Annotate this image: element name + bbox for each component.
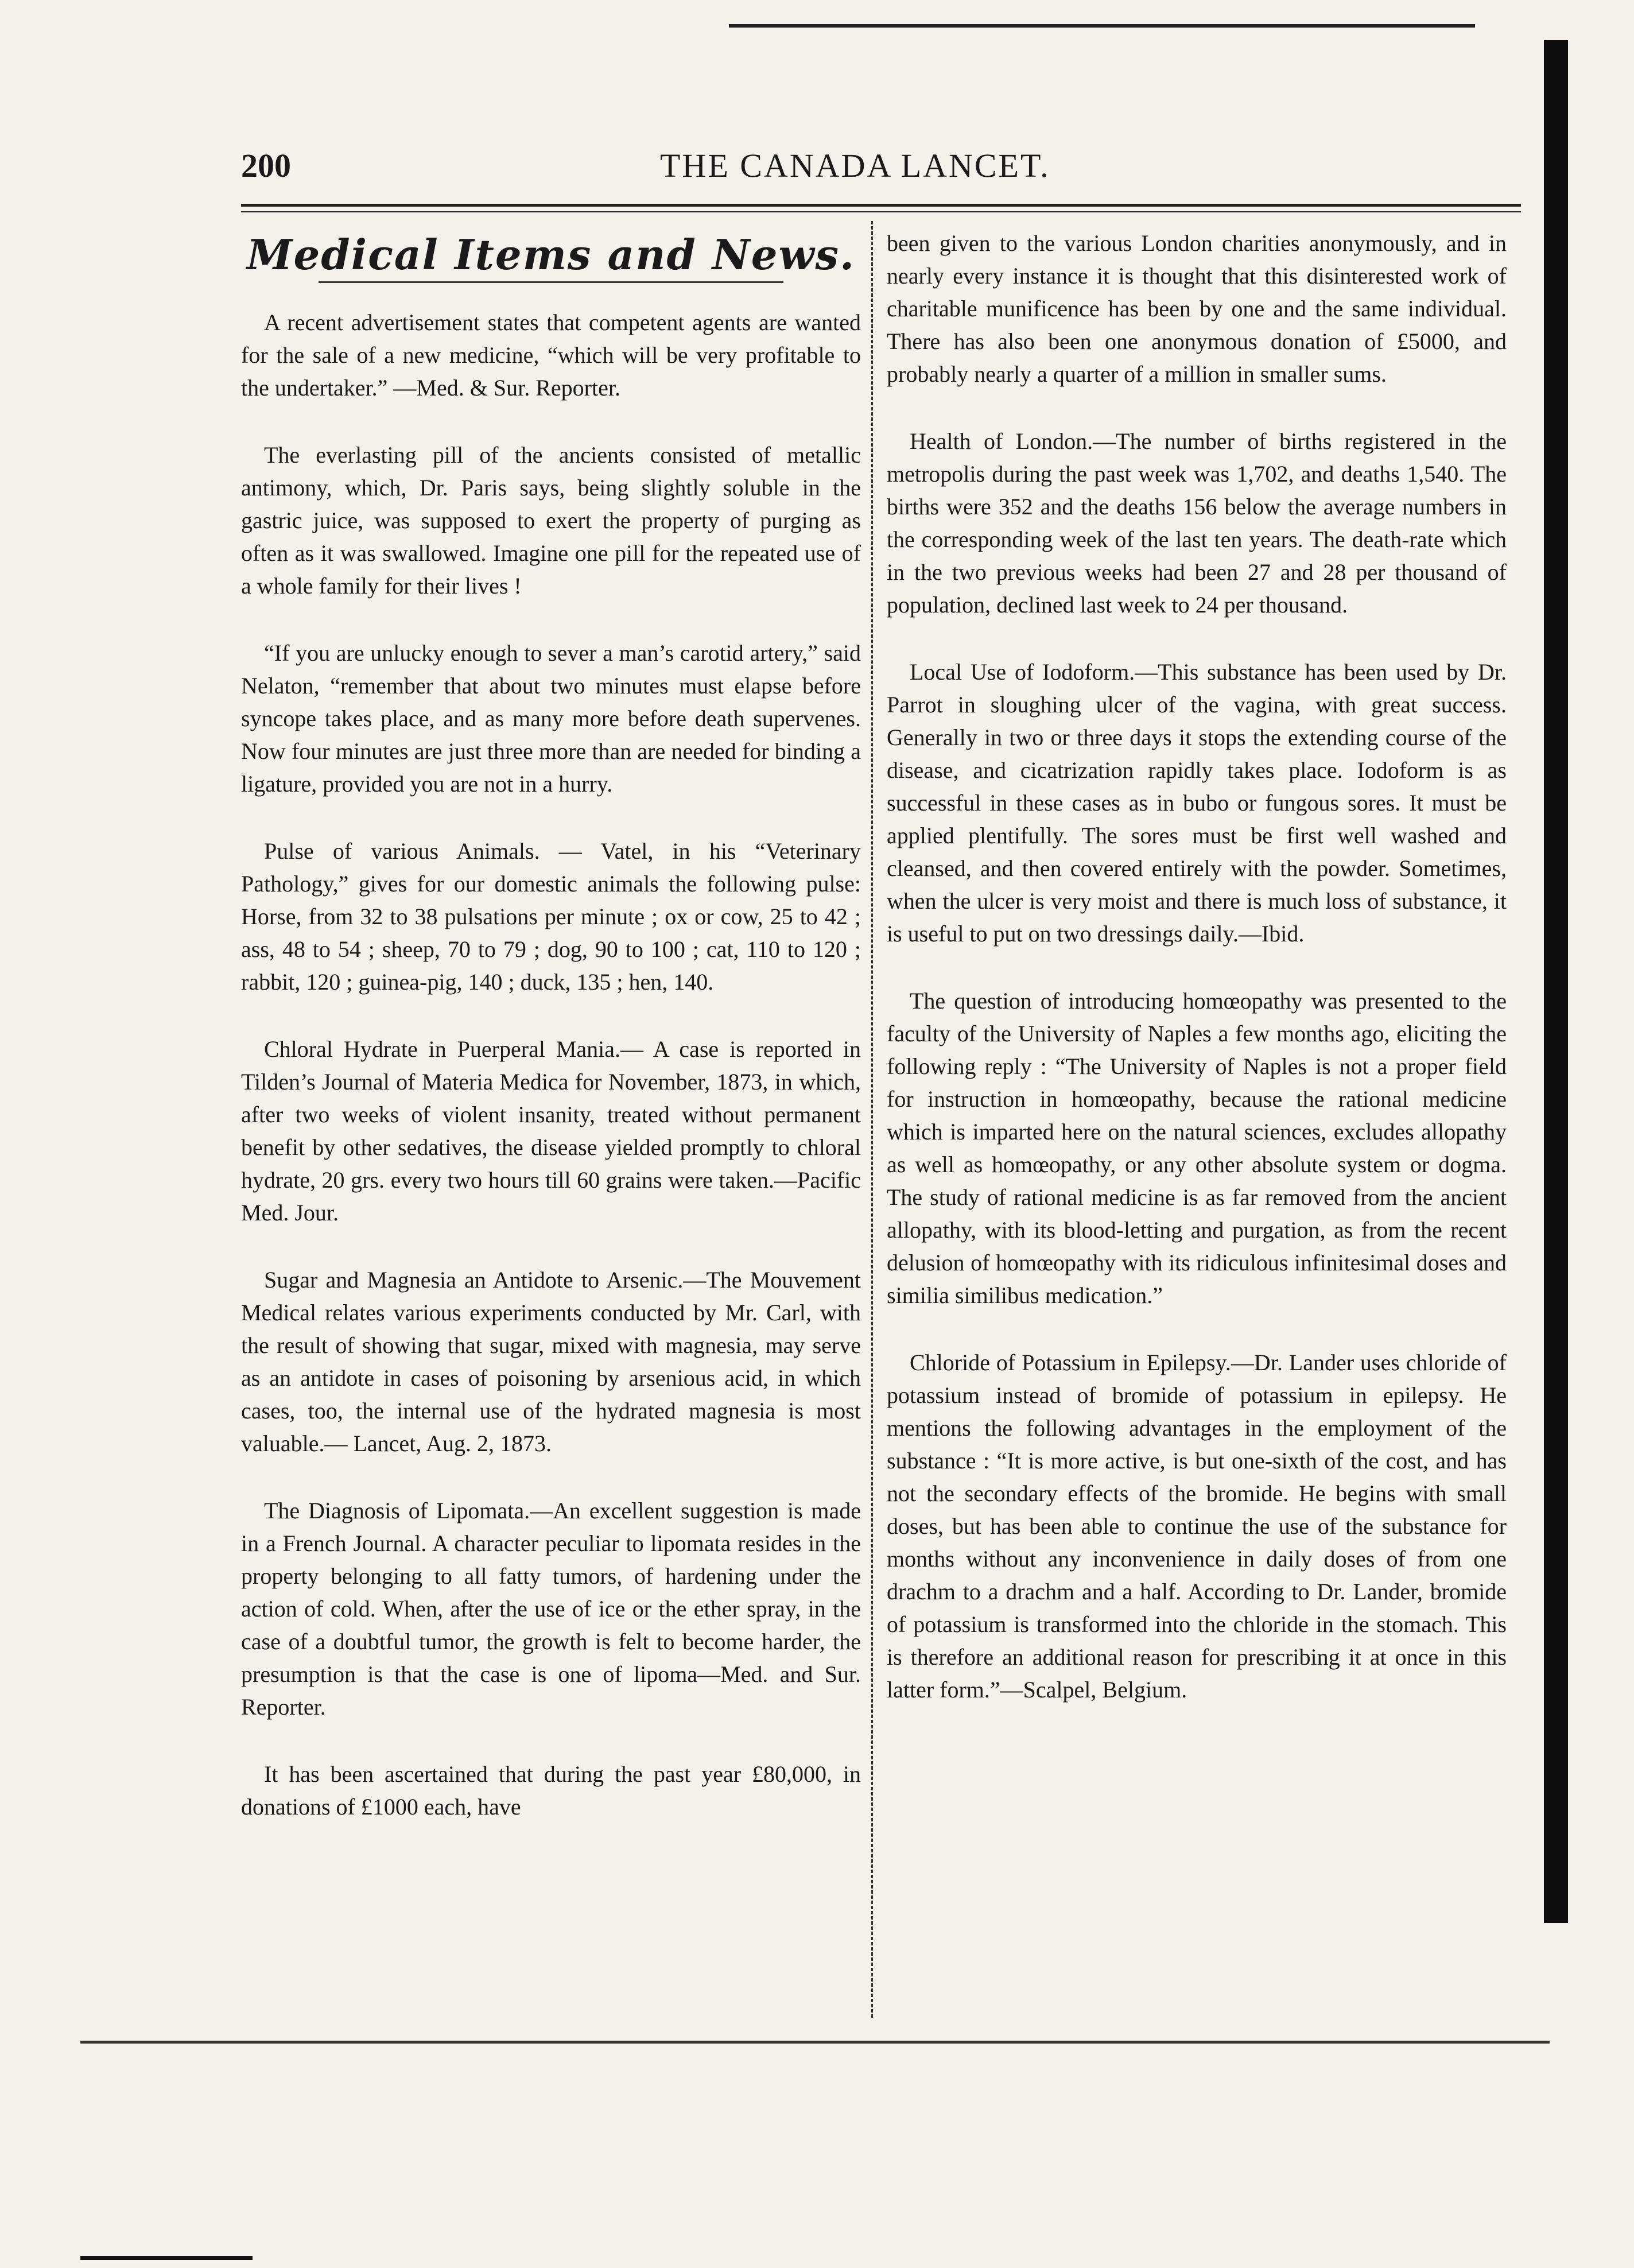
paragraph: Chloral Hydrate in Puerperal Mania.— A case is reported in Tilden’s Journal of Materia Medica for November, 1873, in which, after two weeks of violent insanity, treated without permanent benefit by other sedatives, the disease yielded promptly to chloral hydrate, 20 grs. every two hours till 60 grains were taken.—Pacific Med. Jour. — [241, 1036, 861, 1226]
paragraph: Pulse of various Animals. — Vatel, in his “Veterinary Pathology,” gives for our domestic animals the following pulse: Horse, from 32 to 38 pulsations per minute ; ox or cow, 25 to 42 ; ass, 48 to 54 ; sheep, 70 to 79 ; dog, 90 to 100 ; cat, 110 to 120 ; rabbit, 120 ; guinea-pig, 140 ; duck, 135 ; hen, 140. — [241, 838, 861, 995]
title-rule — [319, 281, 783, 283]
running-title: THE CANADA LANCET. — [660, 147, 1050, 184]
header-rule — [241, 204, 1521, 212]
paragraph: been given to the various London charities anonymously, and in nearly every instance it is thought that this disinterested work of charitable munificence has been by one and the same individual. There has also been one anonymous donation of £5000, and probably nearly a quarter of a million in smaller sums. — [887, 230, 1507, 387]
column-divider — [871, 221, 873, 2018]
paragraph: “If you are unlucky enough to sever a man’s carotid artery,” said Nelaton, “remember that about two minutes must elapse before syncope takes place, and as many more before death supervenes. Now four minutes are just three more than are needed for binding a ligature, provided you are not in a hurry. — [241, 640, 861, 797]
top-edge-rule — [729, 24, 1475, 28]
paragraph: Local Use of Iodoform.—This substance has been used by Dr. Parrot in sloughing ulcer of the vagina, with great success. Generally in two or three days it stops the extending course of the disease, and cicatrization rapidly takes place. Iodoform is as successful in these cases as in bubo or fungous sores. It must be applied plentifully. The sores must be first well washed and cleansed, and then covered entirely with the powder. Sometimes, when the ulcer is very moist and there is much loss of substance, it is useful to put on two dressings daily.—Ibid. — [887, 659, 1507, 947]
paragraph: The everlasting pill of the ancients consisted of metallic antimony, which, Dr. Paris says, being slightly soluble in the gastric juice, was supposed to exert the property of purging as often as it was swallowed. Imagine one pill for the repeated use of a whole family for their lives ! — [241, 442, 861, 599]
paragraph: The Diagnosis of Lipomata.—An excellent suggestion is made in a French Journal. A character peculiar to lipomata resides in the property belonging to all fatty tumors, of hardening under the action of cold. When, after the use of ice or the ether spray, in the case of a doubtful tumor, the growth is felt to become harder, the presumption is that the case is one of lipoma—Med. and Sur. Reporter. — [241, 1498, 861, 1720]
section-title: Medical Items and News. — [246, 230, 856, 279]
paragraph: It has been ascertained that during the past year £80,000, in donations of £1000 each, have — [241, 1761, 861, 1820]
page-edge-shadow — [1544, 40, 1568, 1923]
paragraph: Sugar and Magnesia an Antidote to Arsenic.—The Mouvement Medical relates various experiments conducted by Mr. Carl, with the result of showing that sugar, mixed with magnesia, may serve as an antidote in cases of poisoning by arsenious acid, in which cases, too, the internal use of the hydrated magnesia is most valuable.— Lancet, Aug. 2, 1873. — [241, 1267, 861, 1456]
left-column — [241, 227, 861, 1858]
paragraph: A recent advertisement states that competent agents are wanted for the sale of a new medicine, “which will be very profitable to the undertaker.” —Med. & Sur. Reporter. — [241, 309, 861, 401]
bottom-edge-rule — [80, 2041, 1550, 2044]
paragraph: Chloride of Potassium in Epilepsy.—Dr. Lander uses chloride of potassium instead of bromide of potassium in epilepsy. He mentions the following advantages in the employment of the substance : “It is more active, is but one-sixth of the cost, and has not the secondary effects of the bromide. He begins with small doses, but has been able to continue the use of the substance for months without any inconvenience in daily doses of from one drachm to a drachm and a half. According to Dr. Lander, bromide of potassium is transformed into the chloride in the stomach. This is therefore an additional reason for prescribing it at once in this latter form.”—Scalpel, Belgium. — [887, 1350, 1507, 1703]
paragraph: The question of introducing homœopathy was presented to the faculty of the University of Naples a few months ago, eliciting the following reply : “The University of Naples is not a proper field for instruction in homœopathy, because the rational medicine which is imparted here on the natural sciences, excludes allopathy as well as homœopathy, or any other absolute system or dogma. The study of rational medicine is as far removed from the ancient allopathy, with its blood-letting and purgation, as from the recent delusion of homœopathy with its ridiculous infinitesimal doses and similia similibus medication.” — [887, 988, 1507, 1308]
page-number: 200 — [241, 147, 291, 184]
bottom-corner-rule — [80, 2256, 253, 2260]
right-column — [887, 227, 1507, 1740]
paragraph: Health of London.—The number of births registered in the metropolis during the past week was 1,702, and deaths 1,540. The births were 352 and the deaths 156 below the average numbers in the corresponding week of the last ten years. The death-rate which in the two previous weeks had been 27 and 28 per thousand of population, declined last week to 24 per thousand. — [887, 428, 1507, 618]
page-header — [241, 146, 1492, 198]
